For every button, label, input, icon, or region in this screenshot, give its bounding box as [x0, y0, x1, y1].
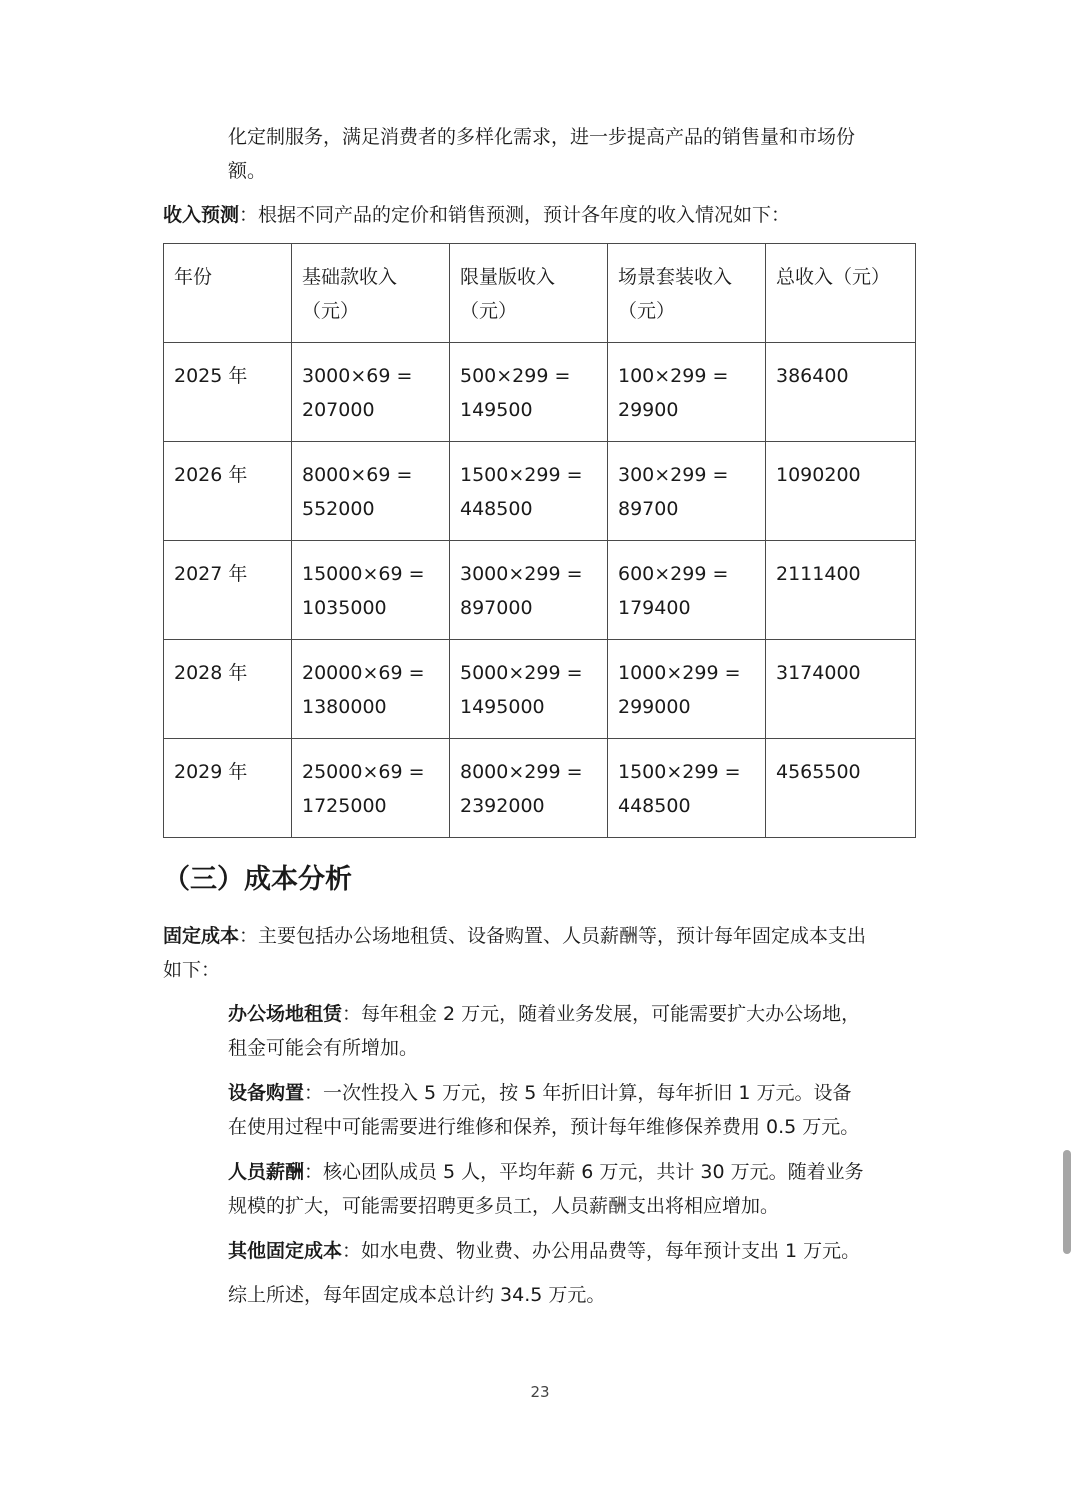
table-row	[164, 640, 916, 739]
cell-limited: 1500×299 = 448500	[450, 442, 608, 541]
cell-year: 2028 年	[164, 640, 292, 739]
equipment-paragraph	[228, 1076, 859, 1144]
table-row	[164, 343, 916, 442]
page-number: 23	[530, 1383, 550, 1401]
salary-label: 人员薪酬	[228, 1161, 305, 1183]
revenue-forecast-label: 收入预测	[163, 204, 240, 226]
rent-line-1: ：每年租金 2 万元，随着业务发展，可能需要扩大办公场地，	[342, 1003, 861, 1025]
cell-total: 386400	[766, 343, 916, 442]
revenue-forecast-paragraph	[163, 198, 790, 232]
cell-year: 2025 年	[164, 343, 292, 442]
intro-line-2: 额。	[228, 160, 267, 182]
cell-basic: 15000×69 = 1035000	[292, 541, 450, 640]
cell-total: 4565500	[766, 739, 916, 838]
revenue-table	[163, 243, 916, 838]
other-cost-line-1: ：如水电费、物业费、办公用品费等，每年预计支出 1 万元。	[342, 1240, 861, 1262]
intro-paragraph	[228, 120, 855, 188]
other-cost-paragraph	[228, 1234, 860, 1268]
cell-basic: 8000×69 = 552000	[292, 442, 450, 541]
salary-line-2: 规模的扩大，可能需要招聘更多员工，人员薪酬支出将相应增加。	[228, 1195, 780, 1217]
rent-line-2: 租金可能会有所增加。	[228, 1037, 419, 1059]
salary-paragraph	[228, 1155, 864, 1223]
cell-total: 1090200	[766, 442, 916, 541]
salary-line-1: ：核心团队成员 5 人，平均年薪 6 万元，共计 30 万元。随着业务	[304, 1161, 864, 1183]
equipment-line-2: 在使用过程中可能需要进行维修和保养，预计每年维修保养费用 0.5 万元。	[228, 1116, 860, 1138]
intro-line-1: 化定制服务，满足消费者的多样化需求，进一步提高产品的销售量和市场份	[228, 126, 856, 148]
cell-basic: 20000×69 = 1380000	[292, 640, 450, 739]
section-heading-cost-analysis: （三）成本分析	[163, 864, 352, 895]
header-total-revenue: 总收入（元）	[766, 244, 916, 343]
table-row	[164, 739, 916, 838]
rent-label: 办公场地租赁	[228, 1003, 343, 1025]
header-limited-revenue: 限量版收入 （元）	[450, 244, 608, 343]
fixed-cost-line-2: 如下：	[163, 959, 221, 981]
table-header-row	[164, 244, 916, 343]
header-scene-set-revenue: 场景套装收入 （元）	[608, 244, 766, 343]
cell-scene: 100×299 = 29900	[608, 343, 766, 442]
fixed-cost-line-1: ：主要包括办公场地租赁、设备购置、人员薪酬等，预计每年固定成本支出	[239, 925, 867, 947]
table-row	[164, 541, 916, 640]
header-basic-revenue: 基础款收入 （元）	[292, 244, 450, 343]
equipment-label: 设备购置	[228, 1082, 305, 1104]
table-row	[164, 442, 916, 541]
cell-limited: 3000×299 = 897000	[450, 541, 608, 640]
cell-scene: 300×299 = 89700	[608, 442, 766, 541]
cell-limited: 500×299 = 149500	[450, 343, 608, 442]
fixed-cost-label: 固定成本	[163, 925, 240, 947]
equipment-line-1: ：一次性投入 5 万元，按 5 年折旧计算，每年折旧 1 万元。设备	[304, 1082, 852, 1104]
cell-scene: 600×299 = 179400	[608, 541, 766, 640]
rent-paragraph	[228, 997, 860, 1065]
cell-year: 2029 年	[164, 739, 292, 838]
other-cost-label: 其他固定成本	[228, 1240, 343, 1262]
cell-total: 2111400	[766, 541, 916, 640]
cell-year: 2027 年	[164, 541, 292, 640]
scrollbar-thumb[interactable]	[1063, 1150, 1071, 1254]
cell-limited: 5000×299 = 1495000	[450, 640, 608, 739]
cell-scene: 1500×299 = 448500	[608, 739, 766, 838]
fixed-cost-paragraph	[163, 919, 866, 987]
cell-scene: 1000×299 = 299000	[608, 640, 766, 739]
cell-basic: 25000×69 = 1725000	[292, 739, 450, 838]
cell-total: 3174000	[766, 640, 916, 739]
cell-limited: 8000×299 = 2392000	[450, 739, 608, 838]
header-year: 年份	[164, 244, 292, 343]
cell-year: 2026 年	[164, 442, 292, 541]
cell-basic: 3000×69 = 207000	[292, 343, 450, 442]
revenue-forecast-text: ：根据不同产品的定价和销售预测，预计各年度的收入情况如下：	[239, 204, 791, 226]
summary-paragraph: 综上所述，每年固定成本总计约 34.5 万元。	[228, 1284, 606, 1306]
